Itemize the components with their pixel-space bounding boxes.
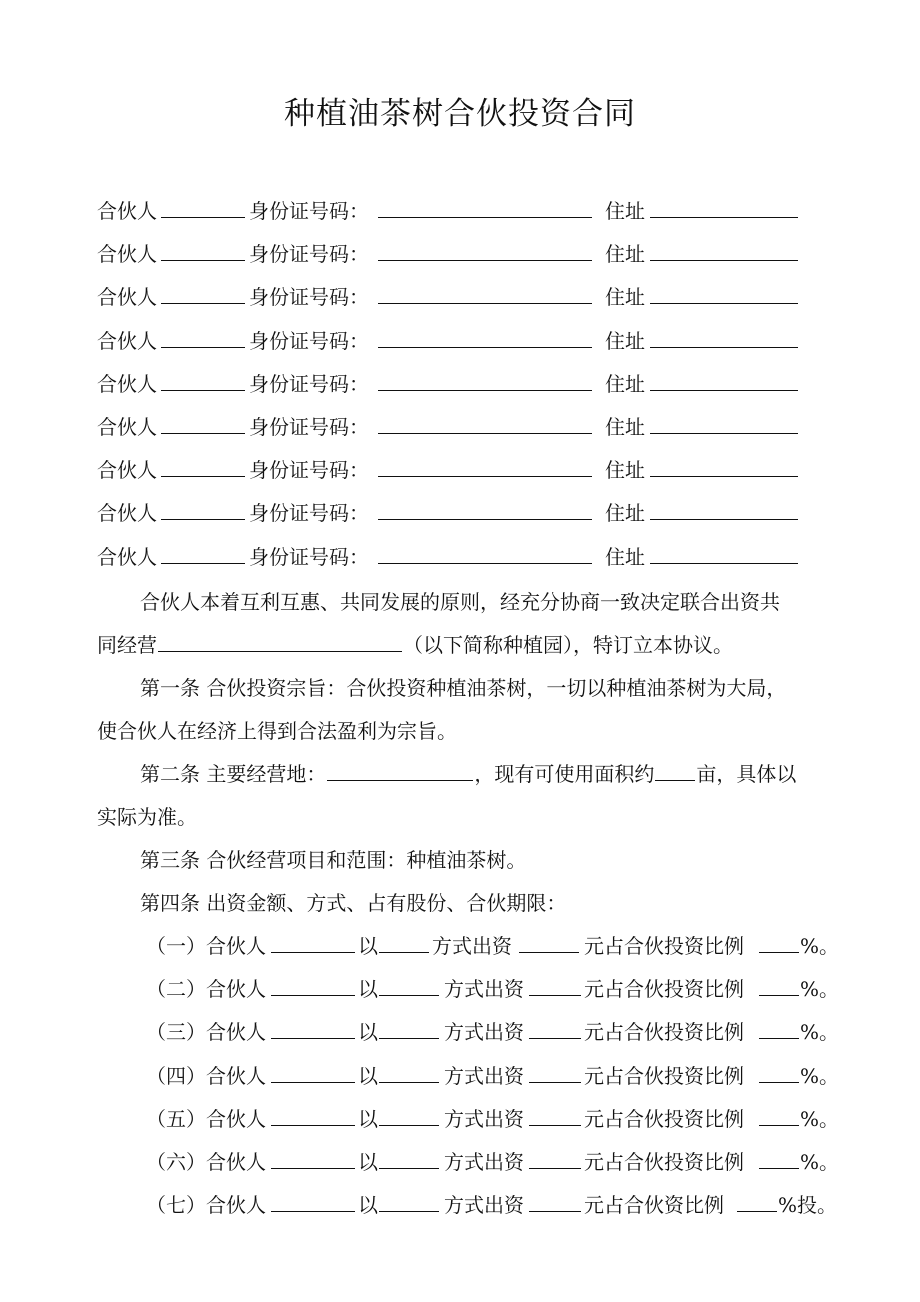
segment: [160, 456, 246, 484]
segment: [584, 975, 744, 1003]
segment: [358, 1148, 378, 1176]
id-number-blank[interactable]: [378, 456, 592, 477]
partner-blank[interactable]: [271, 1105, 355, 1126]
partner-label: 合伙人: [206, 1063, 266, 1088]
text: （以下简称种植园），特订立本协议。: [403, 633, 733, 657]
segment: [270, 1018, 356, 1046]
segment: [378, 1105, 440, 1133]
partner-blank[interactable]: [271, 1062, 355, 1083]
partner-label: 合伙人: [97, 285, 157, 310]
segment: [528, 1062, 582, 1090]
contribution-row: [146, 975, 846, 1005]
partner-blank[interactable]: [271, 1148, 355, 1169]
percent-blank[interactable]: [759, 1105, 799, 1126]
segment: [146, 932, 206, 960]
by-label: 以: [358, 1063, 378, 1088]
article-2-line-1: [140, 760, 796, 788]
id-number-blank[interactable]: [378, 370, 592, 391]
id-label: 身份证号码：: [249, 199, 369, 223]
segment: [528, 1105, 582, 1133]
partner-label: 合伙人: [206, 934, 266, 958]
segment: [649, 456, 799, 484]
percent-label: %。: [800, 934, 840, 958]
segment: [377, 456, 593, 484]
percent-label: %。: [800, 1106, 840, 1131]
segment: [444, 1148, 524, 1176]
segment: [649, 413, 799, 441]
id-number-blank[interactable]: [378, 327, 592, 348]
segment: [758, 1018, 800, 1046]
amount-blank[interactable]: [529, 1105, 581, 1126]
id-number-blank[interactable]: [378, 283, 592, 304]
address-label: 住址: [605, 328, 645, 353]
partner-name-blank[interactable]: [161, 456, 245, 477]
segment: [206, 932, 266, 960]
segment: [605, 413, 645, 441]
id-label: 身份证号码：: [249, 242, 369, 267]
segment: [778, 1191, 837, 1219]
segment: [584, 1018, 744, 1046]
segment: [206, 1105, 266, 1133]
page-title: 种植油茶树合伙投资合同: [284, 96, 636, 132]
id-number-blank[interactable]: [378, 240, 592, 261]
segment: [377, 543, 593, 571]
partner-row: [97, 327, 817, 357]
amount-blank[interactable]: [519, 932, 579, 953]
segment: [206, 1148, 266, 1176]
segment: [249, 240, 369, 268]
segment: [146, 1148, 206, 1176]
amount-blank[interactable]: [529, 1062, 581, 1083]
partner-row: [97, 543, 817, 573]
partner-blank[interactable]: [271, 1191, 355, 1212]
partner-label: 合伙人: [97, 328, 157, 353]
segment: [444, 1062, 524, 1090]
method-label: 方式出资: [444, 977, 524, 1002]
partner-name-blank[interactable]: [161, 240, 245, 261]
segment: [444, 1018, 524, 1046]
segment: [206, 975, 266, 1003]
method-label: 方式出资: [432, 934, 512, 958]
segment: [146, 1018, 206, 1046]
segment: [649, 370, 799, 398]
segment: [605, 327, 645, 355]
by-label: 以: [358, 1020, 378, 1045]
partner-blank[interactable]: [271, 1018, 355, 1039]
partner-label: 合伙人: [97, 199, 157, 223]
partner-row: [97, 499, 817, 529]
partner-name-blank[interactable]: [161, 413, 245, 434]
segment: [378, 932, 430, 960]
segment: [97, 240, 157, 268]
segment: [358, 1062, 378, 1090]
segment: [160, 543, 246, 571]
location-blank[interactable]: [327, 760, 473, 781]
partner-name-blank[interactable]: [161, 327, 245, 348]
segment: [160, 327, 246, 355]
segment: [377, 370, 593, 398]
yuan-label: 元占合伙投资比例: [584, 977, 744, 1002]
text: 第二条 主要经营地：: [140, 762, 327, 786]
percent-label: %投。: [778, 1193, 838, 1218]
yuan-label: 元占合伙投资比例: [584, 1020, 744, 1045]
partner-label: 合伙人: [206, 1106, 266, 1131]
segment: [377, 499, 593, 527]
segment: [605, 543, 645, 571]
partner-row: [97, 283, 817, 313]
segment: [206, 1018, 266, 1046]
address-label: 住址: [605, 371, 645, 396]
segment: [758, 932, 800, 960]
item-number: （四）: [146, 1063, 206, 1088]
method-blank[interactable]: [379, 1062, 439, 1083]
segment: [605, 283, 645, 311]
yuan-label: 元占合伙投资比例: [584, 1106, 744, 1131]
segment: [377, 327, 593, 355]
segment: [358, 932, 378, 960]
segment: [160, 370, 246, 398]
id-label: 身份证号码：: [249, 501, 369, 526]
text: 同经营: [97, 633, 157, 657]
item-number: （五）: [146, 1106, 206, 1131]
partner-label: 合伙人: [206, 1020, 266, 1045]
segment: [605, 240, 645, 268]
segment: [378, 1018, 440, 1046]
segment: [249, 456, 369, 484]
contribution-row: [146, 1062, 846, 1092]
text: 合伙人本着互利互惠、共同发展的原则，经充分协商一致决定联合出资共: [140, 590, 780, 614]
id-label: 身份证号码：: [249, 415, 369, 439]
address-label: 住址: [605, 458, 645, 483]
intro-line-1: [140, 588, 780, 616]
segment: [270, 975, 356, 1003]
text: 第三条 合伙经营项目和范围：种植油茶树。: [140, 848, 527, 872]
partner-row: [97, 370, 817, 400]
method-blank[interactable]: [379, 975, 439, 996]
segment: [649, 543, 799, 571]
segment: [97, 327, 157, 355]
segment: [758, 975, 800, 1003]
segment: [146, 1062, 206, 1090]
method-blank[interactable]: [379, 1105, 439, 1126]
item-number: （三）: [146, 1020, 206, 1045]
address-label: 住址: [605, 199, 645, 223]
segment: [160, 283, 246, 311]
segment: [97, 283, 157, 311]
segment: [528, 975, 582, 1003]
contribution-row: [146, 1191, 846, 1221]
partner-label: 合伙人: [97, 415, 157, 439]
yuan-label: 元占合伙投资比例: [584, 934, 744, 958]
segment: [249, 499, 369, 527]
method-label: 方式出资: [444, 1020, 524, 1045]
segment: [358, 1018, 378, 1046]
segment: [146, 975, 206, 1003]
partner-name-blank[interactable]: [161, 197, 245, 218]
segment: [649, 240, 799, 268]
item-number: （六）: [146, 1150, 206, 1174]
yuan-label: 元占合伙投资比例: [584, 1150, 744, 1174]
method-blank[interactable]: [379, 932, 429, 953]
percent-label: %。: [800, 977, 840, 1002]
segment: [160, 197, 246, 225]
segment: [649, 283, 799, 311]
id-number-blank[interactable]: [378, 543, 592, 564]
area-blank[interactable]: [655, 760, 695, 781]
segment: [605, 456, 645, 484]
segment: [97, 197, 157, 225]
segment: [528, 1148, 582, 1176]
percent-blank[interactable]: [759, 932, 799, 953]
segment: [758, 1062, 800, 1090]
address-label: 住址: [605, 415, 645, 439]
by-label: 以: [358, 1106, 378, 1131]
text: 实际为准。: [97, 805, 197, 829]
segment: [249, 197, 369, 225]
method-label: 方式出资: [444, 1106, 524, 1131]
method-blank[interactable]: [379, 1191, 439, 1212]
address-blank[interactable]: [650, 413, 798, 434]
segment: [358, 1191, 378, 1219]
segment: [249, 543, 369, 571]
id-number-blank[interactable]: [378, 413, 592, 434]
by-label: 以: [358, 977, 378, 1002]
id-label: 身份证号码：: [249, 544, 369, 569]
segment: [758, 1105, 800, 1133]
partner-name-blank[interactable]: [161, 499, 245, 520]
partner-label: 合伙人: [97, 242, 157, 267]
segment: [160, 413, 246, 441]
segment: [584, 1105, 744, 1133]
yuan-label: 元占合伙投资比例: [584, 1063, 744, 1088]
segment: [270, 932, 356, 960]
segment: [270, 1062, 356, 1090]
amount-blank[interactable]: [529, 975, 581, 996]
article-1-line-1: [140, 674, 786, 702]
segment: [146, 1191, 206, 1219]
segment: [358, 1105, 378, 1133]
address-blank[interactable]: [650, 327, 798, 348]
segment: [270, 1191, 356, 1219]
text: ，现有可使用面积约: [474, 762, 655, 786]
segment: [605, 370, 645, 398]
segment: [378, 975, 440, 1003]
segment: [378, 1062, 440, 1090]
by-label: 以: [358, 934, 378, 958]
percent-blank[interactable]: [759, 1148, 799, 1169]
segment: [444, 1105, 524, 1133]
method-blank[interactable]: [379, 1018, 439, 1039]
percent-label: %。: [800, 1063, 840, 1088]
segment: [518, 932, 580, 960]
amount-blank[interactable]: [529, 1191, 581, 1212]
yuan-label: 元占合伙资比例: [584, 1193, 724, 1218]
segment: [97, 370, 157, 398]
segment: [800, 1018, 839, 1046]
article-1-line-2: [97, 717, 457, 745]
segment: [249, 327, 369, 355]
partner-row: [97, 456, 817, 486]
segment: [584, 1191, 724, 1219]
method-label: 方式出资: [444, 1193, 524, 1218]
segment: [758, 1148, 800, 1176]
id-number-blank[interactable]: [378, 197, 592, 218]
segment: [378, 1148, 440, 1176]
text: 第一条 合伙投资宗旨：合伙投资种植油茶树，一切以种植油茶树为大局，: [140, 676, 787, 700]
segment: [649, 499, 799, 527]
partner-blank[interactable]: [271, 975, 355, 996]
percent-blank[interactable]: [759, 975, 799, 996]
id-label: 身份证号码：: [249, 371, 369, 396]
address-blank[interactable]: [650, 283, 798, 304]
method-label: 方式出资: [444, 1063, 524, 1088]
segment: [800, 975, 839, 1003]
article-2-line-2: [97, 803, 197, 831]
segment: [649, 327, 799, 355]
partner-label: 合伙人: [206, 977, 266, 1002]
partner-label: 合伙人: [97, 458, 157, 483]
contribution-row: [146, 1105, 846, 1135]
partner-label: 合伙人: [206, 1193, 266, 1218]
item-number: （一）: [146, 934, 206, 958]
segment: [206, 1062, 266, 1090]
segment: [97, 543, 157, 571]
percent-blank[interactable]: [759, 1018, 799, 1039]
partner-name-blank[interactable]: [161, 283, 245, 304]
address-blank[interactable]: [650, 499, 798, 520]
segment: [605, 499, 645, 527]
contribution-row: [146, 1018, 846, 1048]
address-blank[interactable]: [650, 543, 798, 564]
segment: [444, 975, 524, 1003]
partner-name-blank[interactable]: [161, 370, 245, 391]
segment: [800, 1105, 839, 1133]
segment: [377, 197, 593, 225]
id-label: 身份证号码：: [249, 458, 369, 483]
segment: [378, 1191, 440, 1219]
segment: [160, 499, 246, 527]
address-label: 住址: [605, 501, 645, 526]
partner-blank[interactable]: [271, 932, 355, 953]
segment: [528, 1191, 582, 1219]
partner-row: [97, 240, 817, 270]
segment: [584, 932, 744, 960]
partner-name-blank[interactable]: [161, 543, 245, 564]
business-name-blank[interactable]: [158, 631, 402, 652]
segment: [377, 413, 593, 441]
segment: [584, 1062, 744, 1090]
text: 使合伙人在经济上得到合法盈利为宗旨。: [97, 719, 457, 743]
id-label: 身份证号码：: [249, 285, 369, 310]
segment: [97, 499, 157, 527]
item-number: （七）: [146, 1193, 206, 1218]
segment: [605, 197, 645, 225]
article-3: [140, 846, 526, 874]
by-label: 以: [358, 1150, 378, 1174]
article-4: [140, 889, 566, 917]
segment: [97, 456, 157, 484]
segment: [800, 1148, 839, 1176]
segment: [528, 1018, 582, 1046]
partner-label: 合伙人: [97, 501, 157, 526]
percent-label: %。: [800, 1020, 840, 1045]
segment: [270, 1148, 356, 1176]
address-label: 住址: [605, 242, 645, 267]
text: 第四条 出资金额、方式、占有股份、合伙期限：: [140, 891, 567, 915]
segment: [249, 413, 369, 441]
percent-label: %。: [800, 1150, 840, 1174]
percent-blank[interactable]: [737, 1191, 777, 1212]
percent-blank[interactable]: [759, 1062, 799, 1083]
id-label: 身份证号码：: [249, 328, 369, 353]
partner-row: [97, 413, 817, 443]
segment: [377, 240, 593, 268]
segment: [206, 1191, 266, 1219]
segment: [249, 370, 369, 398]
by-label: 以: [358, 1193, 378, 1218]
text: 亩，具体以: [696, 762, 797, 786]
contribution-row: [146, 1148, 846, 1178]
item-number: （二）: [146, 977, 206, 1002]
segment: [97, 413, 157, 441]
amount-blank[interactable]: [529, 1148, 581, 1169]
segment: [800, 1062, 839, 1090]
segment: [649, 197, 799, 225]
partner-label: 合伙人: [97, 544, 157, 569]
address-blank[interactable]: [650, 456, 798, 477]
address-blank[interactable]: [650, 370, 798, 391]
segment: [377, 283, 593, 311]
segment: [270, 1105, 356, 1133]
address-blank[interactable]: [650, 197, 798, 218]
partner-row: [97, 197, 817, 227]
intro-line-2: [97, 631, 733, 659]
segment: [584, 1148, 744, 1176]
partner-label: 合伙人: [97, 371, 157, 396]
segment: [444, 1191, 524, 1219]
segment: [146, 1105, 206, 1133]
partner-label: 合伙人: [206, 1150, 266, 1174]
id-number-blank[interactable]: [378, 499, 592, 520]
method-label: 方式出资: [444, 1150, 524, 1174]
segment: [358, 975, 378, 1003]
segment: [249, 283, 369, 311]
address-blank[interactable]: [650, 240, 798, 261]
segment: [432, 932, 512, 960]
amount-blank[interactable]: [529, 1018, 581, 1039]
address-label: 住址: [605, 285, 645, 310]
segment: [160, 240, 246, 268]
method-blank[interactable]: [379, 1148, 439, 1169]
contribution-row: [146, 932, 846, 962]
address-label: 住址: [605, 544, 645, 569]
segment: [800, 932, 839, 960]
segment: [736, 1191, 778, 1219]
